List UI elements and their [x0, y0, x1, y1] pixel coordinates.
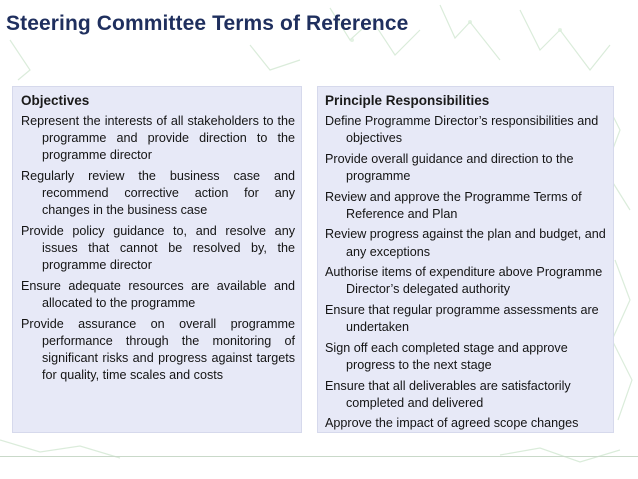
objective-item: Provide policy guidance to, and resolve any issues that cannot be resolved by, the programme director [21, 224, 295, 273]
responsibility-item: Ensure that regular programme assessments are undertaken [325, 302, 599, 335]
responsibilities-list [325, 113, 607, 433]
responsibility-item: Authorise items of expenditure above Programme Director’s delegated authority [325, 265, 603, 297]
responsibility-item: Provide overall guidance and direction to the programme [325, 151, 574, 183]
responsibility-item: Approve the impact of agreed scope changes [325, 416, 579, 431]
responsibility-item: Ensure that all deliverables are satisfactorily completed and delivered [325, 378, 571, 410]
responsibility-item: Define Programme Director’s responsibilities and objectives [325, 114, 599, 146]
responsibilities-panel [317, 86, 614, 433]
objective-item: Provide assurance on overall programme performance through the monitoring of significant risks and progress against targets for quality, time scales and costs [21, 316, 295, 383]
objective-item: Represent the interests of all stakeholders to the programme and provide direction to the programme director [21, 114, 295, 163]
objective-item: Regularly review the business case and recommend corrective action for any changes in the business case [21, 169, 295, 218]
objectives-list [21, 113, 295, 385]
objectives-panel [12, 86, 302, 433]
responsibilities-heading: Principle Responsibilities [325, 93, 490, 108]
responsibility-item: Review progress against the plan and budget, and any exceptions [325, 227, 606, 259]
footer-divider [0, 456, 638, 457]
responsibility-item: Review and approve the Programme Terms of Reference and Plan [325, 189, 582, 221]
objective-item: Ensure adequate resources are available and allocated to the programme [21, 279, 295, 311]
page-title: Steering Committee Terms of Reference [6, 12, 409, 35]
responsibility-item: Sign off each completed stage and approve progress to the next stage [325, 340, 568, 372]
objectives-heading: Objectives [21, 93, 90, 108]
